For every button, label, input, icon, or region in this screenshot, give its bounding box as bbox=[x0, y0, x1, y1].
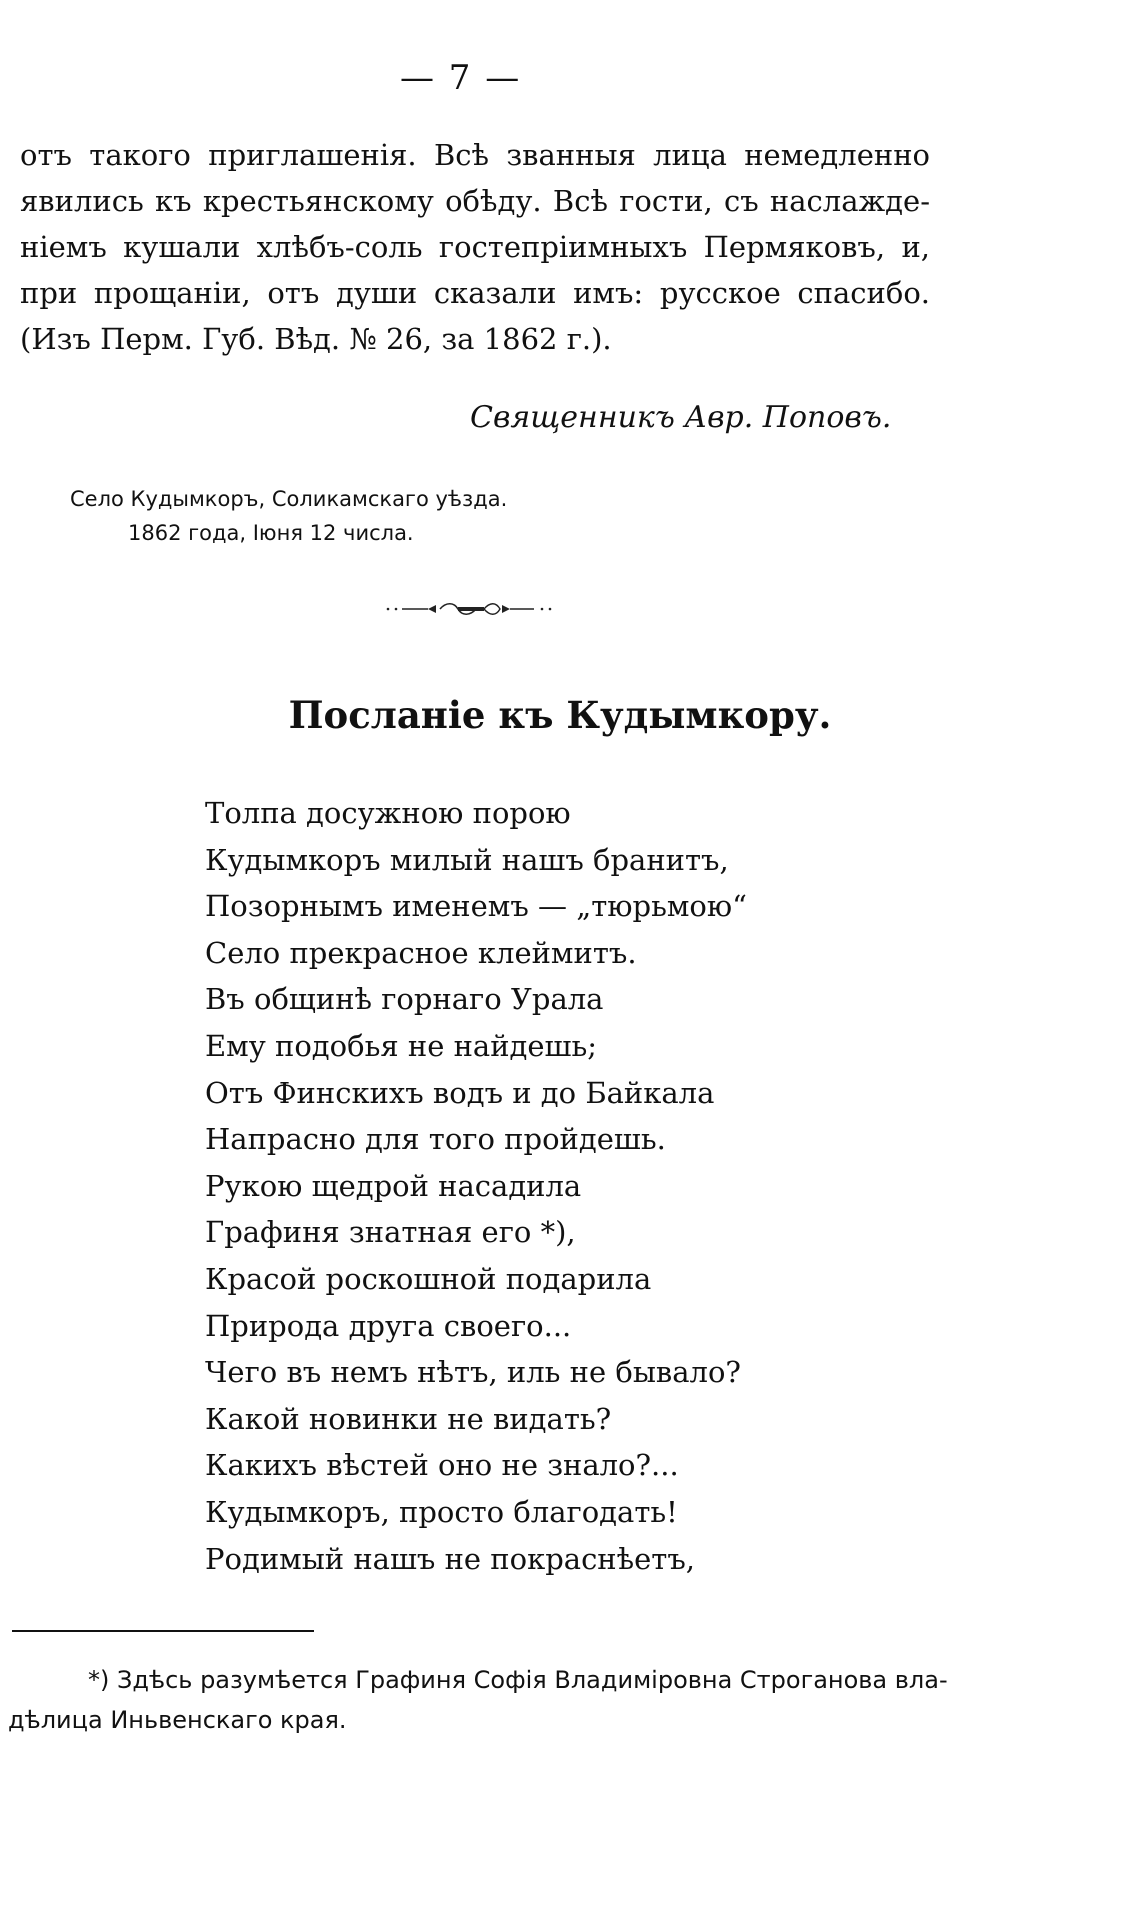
footnote-line: *) Здѣсь разумѣется Графиня Софія Владиміровна Строганова вла- bbox=[88, 1666, 948, 1694]
poem-verse: Красой роскошной подарила bbox=[205, 1261, 652, 1296]
poem-verse: Кудымкоръ, просто благодать! bbox=[205, 1494, 678, 1529]
poem-verse: Напрасно для того пройдешь. bbox=[205, 1122, 666, 1157]
poem-verse: Природа друга своего... bbox=[205, 1308, 572, 1343]
page-number: — 7 — bbox=[400, 58, 522, 98]
poem-verse: Какой новинки не видать? bbox=[205, 1401, 612, 1436]
poem-verse: Отъ Финскихъ водъ и до Байкала bbox=[205, 1075, 715, 1110]
footnote-rule bbox=[12, 1630, 314, 1632]
poem-verse: Кудымкоръ милый нашъ бранитъ, bbox=[205, 842, 729, 877]
poem-verse: Ему подобья не найдешь; bbox=[205, 1028, 598, 1063]
place-line: Село Кудымкоръ, Соликамскаго уѣзда. bbox=[70, 487, 508, 511]
ornament-divider bbox=[384, 600, 554, 618]
poem-verse: Графиня знатная его *), bbox=[205, 1215, 576, 1250]
poem-verse: Родимый нашъ не покраснѣетъ, bbox=[205, 1541, 695, 1576]
prose-line: (Изъ Перм. Губ. Вѣд. № 26, за 1862 г.). bbox=[20, 322, 612, 356]
prose-line: явились къ крестьянскому обѣду. Всѣ гости, съ наслажде- bbox=[20, 184, 930, 218]
date-line: 1862 года, Іюня 12 числа. bbox=[128, 521, 414, 545]
poem-verse: Село прекрасное клеймитъ. bbox=[205, 935, 637, 970]
place-date bbox=[70, 482, 507, 550]
signature: Священникъ Авр. Поповъ. bbox=[470, 400, 892, 435]
poem bbox=[205, 790, 747, 1582]
prose-line: отъ такого приглашенія. Всѣ званныя лица немедленно bbox=[20, 138, 930, 172]
poem-verse: Въ общинѣ горнаго Урала bbox=[205, 982, 604, 1017]
prose-paragraph bbox=[20, 132, 930, 362]
poem-verse: Позорнымъ именемъ — „тюрьмою“ bbox=[205, 889, 747, 924]
footnote bbox=[8, 1660, 948, 1740]
poem-title: Посланіе къ Кудымкору. bbox=[288, 693, 832, 737]
prose-line: ніемъ кушали хлѣбъ-соль гостепріимныхъ Пермяковъ, и, bbox=[20, 230, 930, 264]
prose-line: при прощаніи, отъ души сказали имъ: русское спасибо. bbox=[20, 276, 930, 310]
poem-verse: Рукою щедрой насадила bbox=[205, 1168, 582, 1203]
poem-verse: Чего въ немъ нѣтъ, иль не бывало? bbox=[205, 1355, 741, 1390]
poem-verse: Какихъ вѣстей оно не знало?... bbox=[205, 1448, 679, 1483]
poem-verse: Толпа досужною порою bbox=[205, 796, 571, 830]
footnote-line: дѣлица Иньвенскаго края. bbox=[8, 1706, 347, 1734]
